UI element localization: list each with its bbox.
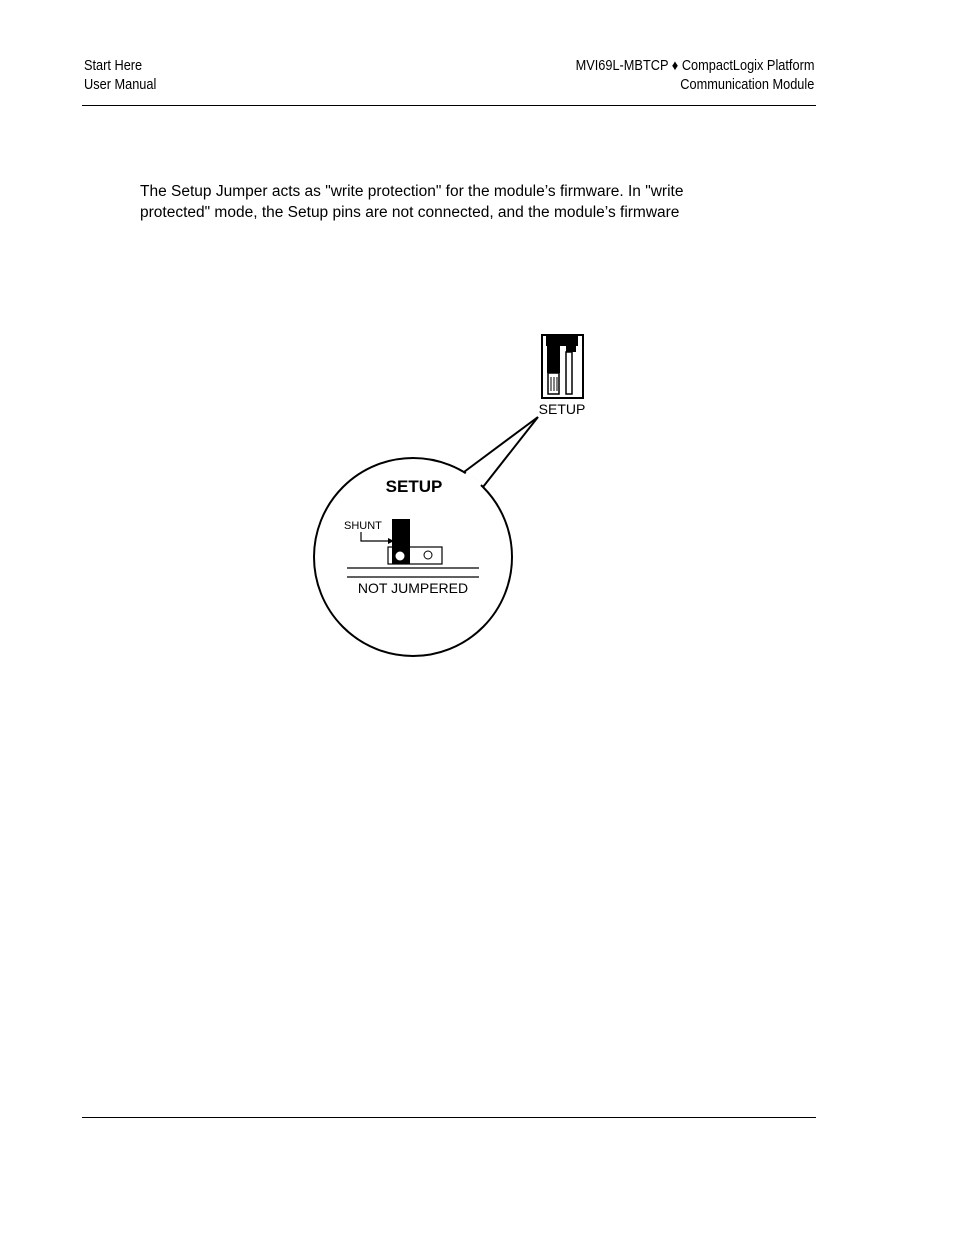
detail-title: SETUP	[385, 477, 443, 496]
shunt-label: SHUNT	[344, 520, 382, 532]
setup-jumper-figure	[300, 325, 600, 665]
jumper-state-label: NOT JUMPERED	[357, 580, 469, 596]
header-right-subtitle: Communication Module	[679, 77, 814, 93]
footer-rule	[82, 1117, 816, 1118]
callout-pointer	[464, 417, 538, 487]
body-line-1: The Setup Jumper acts as "write protection" for the module’s firmware. In "write	[140, 183, 684, 200]
body-line-2: protected" mode, the Setup pins are not connected, and the module’s firmware	[140, 204, 680, 221]
module-setup-label: SETUP	[538, 401, 586, 417]
body-paragraph	[140, 181, 780, 223]
setup-jumper-diagram	[300, 325, 600, 665]
header-left-subtitle: User Manual	[84, 77, 157, 93]
header-right-title: MVI69L-MBTCP ♦ CompactLogix Platform	[575, 58, 814, 74]
header-left-title: Start Here	[84, 58, 143, 74]
module-jumper-housing	[542, 335, 583, 398]
shunt-icon	[392, 519, 410, 564]
header-rule	[82, 105, 816, 106]
